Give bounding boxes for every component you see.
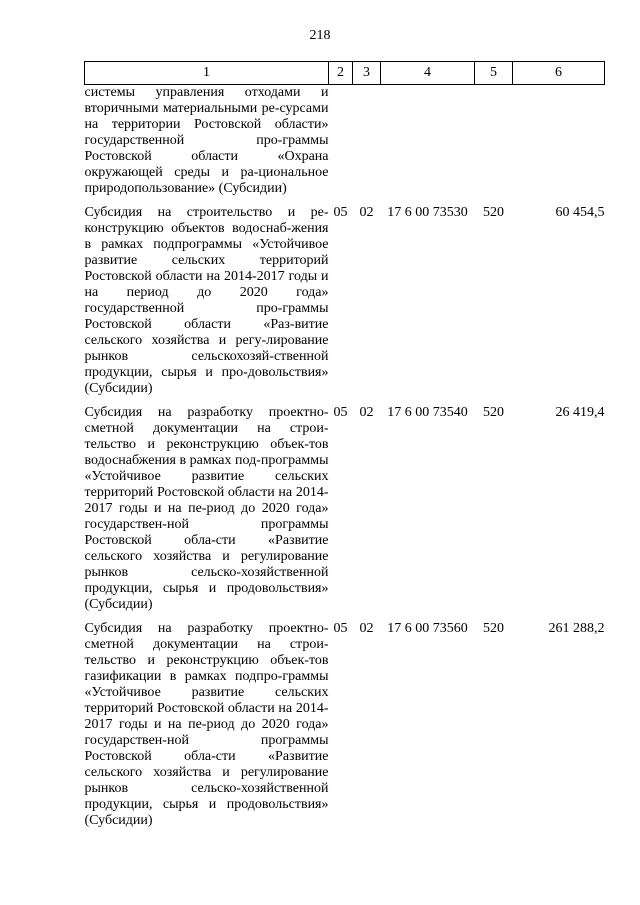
- column-header-6: 6: [513, 62, 605, 85]
- row-amount: 26 419,4: [555, 405, 605, 420]
- row-expense-type: 520: [483, 405, 504, 420]
- column-header-4: 4: [381, 62, 475, 85]
- row-expense-type: 520: [483, 205, 504, 220]
- row-amount: 60 454,5: [555, 205, 605, 220]
- row-description: Субсидия на разработку проектно-сметной документации на строи-тельство и реконструкцию объек-тов газификации в рамках подпро-граммы «Устойчивое развитие сельских территорий Ростовской области на 2014-2017 годы и на пе-риод до 2020 года» государствен-ной программы Ростовской обла-сти «Развитие сельского хозяйства и регулирование рынков сельско-хозяйственной продукции, сырья и продовольствия» (Субсидии): [84, 621, 329, 828]
- column-header-3: 3: [353, 62, 381, 85]
- table-row: [85, 621, 605, 829]
- row-section: [329, 85, 353, 206]
- row-subsection: 02: [359, 621, 374, 636]
- row-subsection: 02: [359, 405, 374, 420]
- column-header-5: 5: [475, 62, 513, 85]
- row-subsection: 02: [359, 205, 374, 220]
- row-section: 05: [333, 205, 348, 220]
- row-section: 05: [333, 405, 348, 420]
- row-amount: [513, 85, 605, 206]
- column-header-1: 1: [85, 62, 329, 85]
- row-target-code: 17 6 00 73530: [387, 205, 468, 220]
- row-target-code: 17 6 00 73560: [387, 621, 468, 636]
- row-section: 05: [333, 621, 348, 636]
- column-header-2: 2: [329, 62, 353, 85]
- row-subsection: [353, 85, 381, 206]
- row-description: системы управления отходами и вторичными материальными ре-сурсами на территории Ростовской области» государственной про-граммы Ростовской области «Охрана окружающей среды и ра-циональное природопользование» (Субсидии): [84, 85, 329, 196]
- budget-table: [84, 61, 605, 829]
- table-row: [85, 405, 605, 621]
- row-description: Субсидия на строительство и ре-конструкцию объектов водоснаб-жения в рамках подпрограммы «Устойчивое развитие сельских территорий Ростовской области на 2014-2017 годы и на период до 2020 года» государственной про-граммы Ростовской области «Раз-витие сельского хозяйства и регу-лирование рынков сельскохозяй-ственной продукции, сырья и про-довольствия» (Субсидии): [84, 205, 329, 396]
- table-row: [85, 205, 605, 405]
- page-number: 218: [309, 28, 331, 43]
- row-expense-type: 520: [483, 621, 504, 636]
- row-target-code: [381, 85, 475, 206]
- row-description: Субсидия на разработку проектно-сметной документации на строи-тельство и реконструкцию объек-тов водоснабжения в рамках под-программы «Устойчивое развитие сельских территорий Ростовской области на 2014-2017 годы и на пе-риод до 2020 года» государствен-ной программы Ростовской обла-сти «Развитие сельского хозяйства и регулирование рынков сельско-хозяйственной продукции, сырья и продовольствия» (Субсидии): [84, 405, 329, 612]
- row-amount: 261 288,2: [548, 621, 605, 636]
- table-header-row: [85, 62, 605, 85]
- row-expense-type: [475, 85, 513, 206]
- table-row: [85, 85, 605, 206]
- row-target-code: 17 6 00 73540: [387, 405, 468, 420]
